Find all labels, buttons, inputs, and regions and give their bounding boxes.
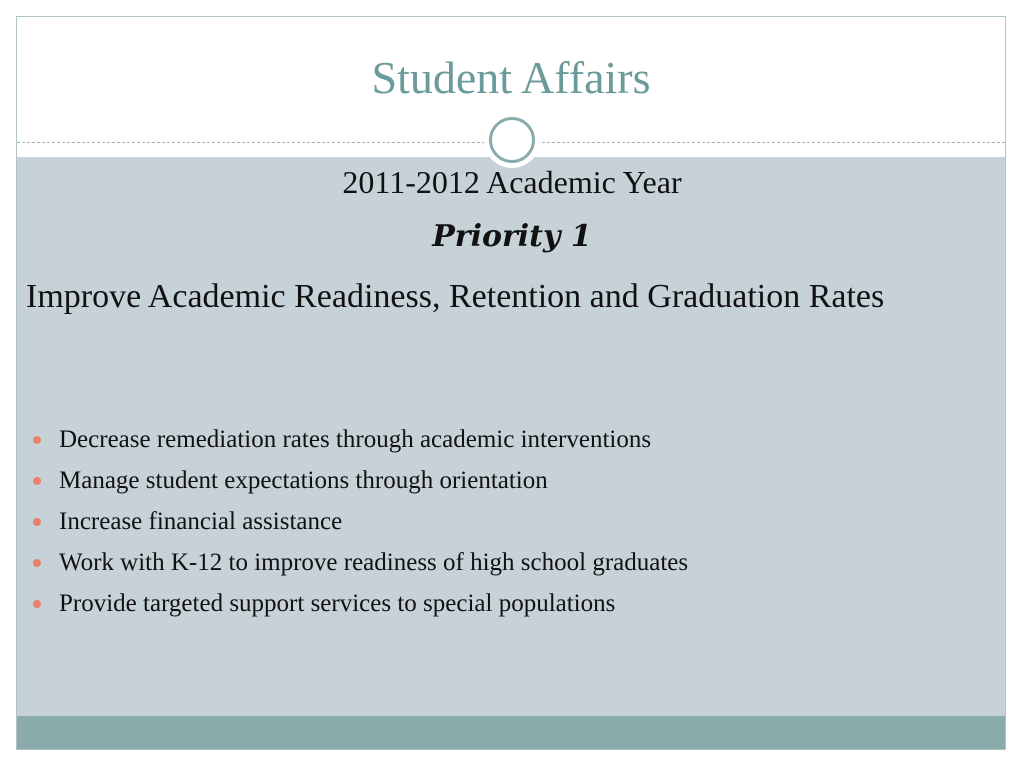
- circle-ring-icon: [484, 112, 540, 168]
- bullet-text: Provide targeted support services to special populations: [59, 590, 616, 617]
- slide: [16, 16, 1006, 750]
- bullet-dot-icon: [33, 600, 41, 608]
- bullet-list: [30, 426, 930, 631]
- priority-heading: Improve Academic Readiness, Retention and Graduation Rates: [26, 278, 885, 315]
- bullet-text: Work with K-12 to improve readiness of high school graduates: [59, 549, 689, 576]
- list-item: [30, 590, 930, 631]
- bullet-dot-icon: [33, 477, 41, 485]
- list-item: [30, 508, 930, 549]
- footer-band: [17, 716, 1005, 750]
- priority-label: Priority 1: [432, 219, 592, 254]
- bullet-text: Manage student expectations through orientation: [59, 467, 548, 494]
- bullet-dot-icon: [33, 518, 41, 526]
- bullet-dot-icon: [33, 436, 41, 444]
- list-item: [30, 549, 930, 590]
- subtitle: 2011-2012 Academic Year: [342, 164, 682, 200]
- bullet-text: Increase financial assistance: [59, 508, 343, 535]
- bullet-dot-icon: [33, 559, 41, 567]
- list-item: [30, 467, 930, 508]
- list-item: [30, 426, 930, 467]
- bullet-text: Decrease remediation rates through academic interventions: [59, 426, 652, 453]
- slide-title: Student Affairs: [371, 52, 651, 103]
